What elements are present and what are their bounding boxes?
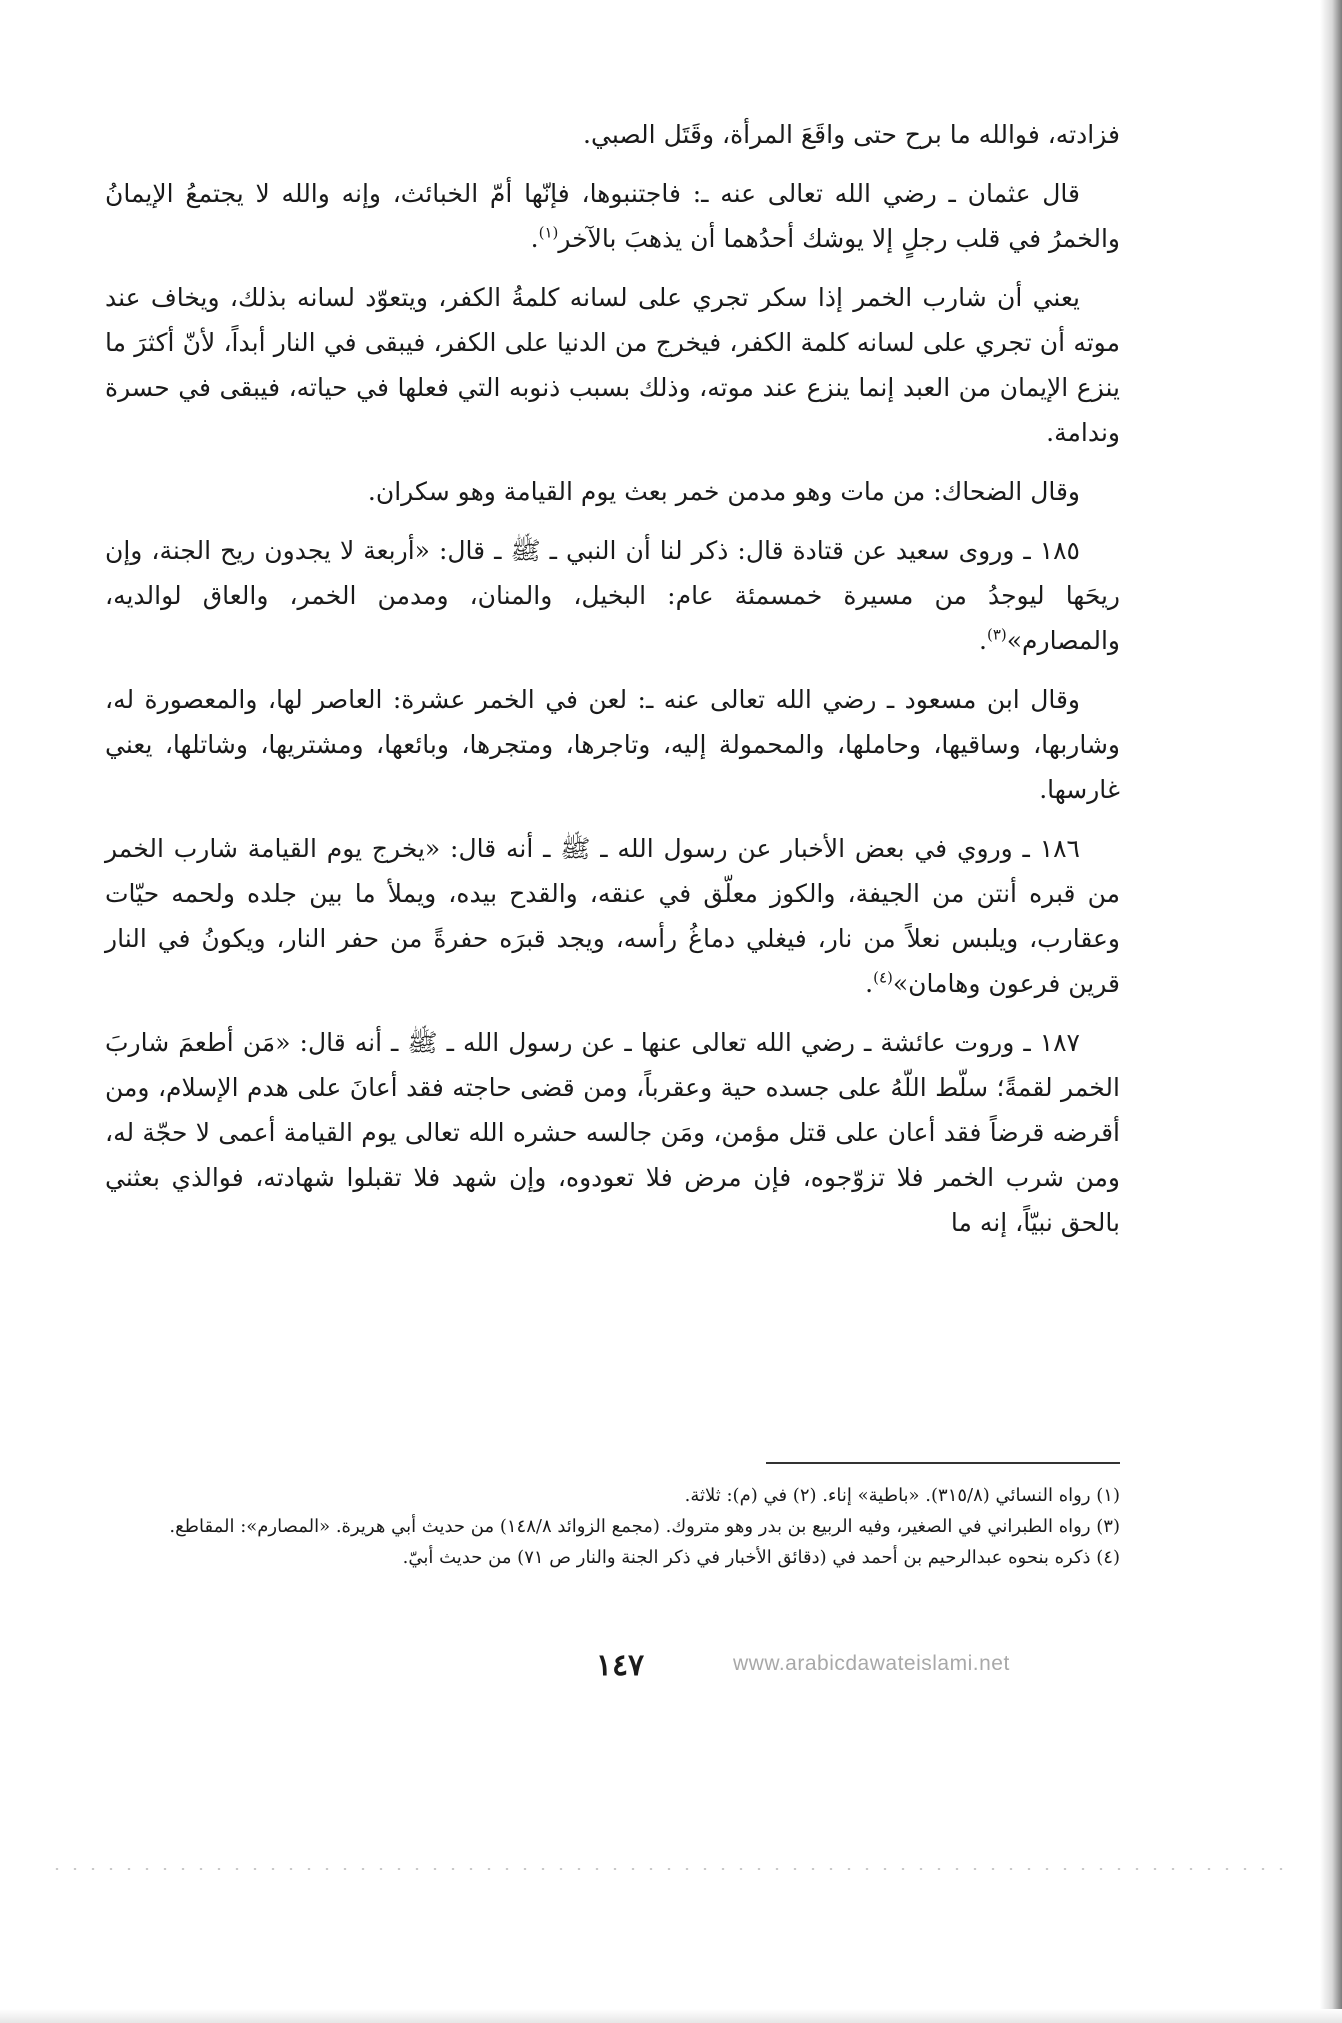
paragraph-3-text: يعني أن شارب الخمر إذا سكر تجري على لسانه كلمةُ الكفر، ويتعوّد لسانه بذلك، ويخاف عند موته أن تجري على لسانه كلمة الكفر، فيخرج من الدنيا على الكفر، فيبقى في النار أبداً، لأنّ أكثرَ ما ينزع الإيمان من العبد إنما ينزع عند موته، وذلك بسبب ذنوبه التي فعلها في حياته، فيبقى في حسرة وندامة. xyxy=(105,283,1120,447)
page-edge-shadow xyxy=(1320,0,1342,2023)
paragraph-7: ١٨٦ ـ وروي في بعض الأخبار عن رسول الله ـ ﷺ ـ أنه قال: «يخرج يوم القيامة شارب الخمر من قبره أنتن من الجيفة، والكوز معلّق في عنقه، والقدح بيده، ويملأ ما بين جلده ولحمه حيّات وعقارب، ويلبس نعلاً من نار، فيغلي دماغُ رأسه، ويجد قبرَه حفرةً من حفر النار، ويكونُ في النار قرين فرعون وهامان»$^{(٤)}$. xyxy=(105,834,1120,998)
footnote-ref-4: (٤) xyxy=(873,968,893,987)
page-number: ١٤٧ xyxy=(595,1648,645,1683)
footnote-3: (٣) رواه الطبراني في الصغير، وفيه الربيع بن بدر وهو متروك. (مجمع الزوائد ١٤٨/٨) من حديث أبي هريرة. «المصارم»: المقاطع. xyxy=(169,1516,1120,1537)
paragraph-5-text: ١٨٥ ـ وروى سعيد عن قتادة قال: ذكر لنا أن النبي ـ ﷺ ـ قال: «أربعة لا يجدون ريح الجنة، وإن ريحَها ليوجدُ من مسيرة خمسمئة عام: البخيل، والمنان، ومدمن الخمر، والعاق لوالديه، والمصارم» xyxy=(105,536,1120,655)
paragraph-4-text: وقال الضحاك: من مات وهو مدمن خمر بعث يوم القيامة وهو سكران. xyxy=(367,477,1080,506)
page-bottom-shadow xyxy=(0,2009,1342,2023)
paragraph-2: قال عثمان ـ رضي الله تعالى عنه ـ: فاجتنبوها، فإنّها أمّ الخبائث، وإنه والله لا يجتمعُ الإيمانُ والخمرُ في قلب رجلٍ إلا يوشك أحدُهما أن يذهبَ بالآخر$^{(١)}$. xyxy=(105,179,1120,253)
footnote-ref-3: (٣) xyxy=(986,625,1007,644)
footnote-ref-1: (١) xyxy=(538,223,559,242)
paragraph-3 xyxy=(105,275,1120,455)
paragraph-7-text: ١٨٦ ـ وروي في بعض الأخبار عن رسول الله ـ ﷺ ـ أنه قال: «يخرج يوم القيامة شارب الخمر من قبره أنتن من الجيفة، والكوز معلّق في عنقه، والقدح بيده، ويملأ ما بين جلده ولحمه حيّات وعقارب، ويلبس نعلاً من نار، فيغلي دماغُ رأسه، ويجد قبرَه حفرةً من حفر النار، ويكونُ في النار قرين فرعون وهامان» xyxy=(105,834,1120,998)
paragraph-6 xyxy=(105,677,1120,812)
paragraph-1-text: فزادته، فوالله ما برح حتى واقَعَ المرأة، وقَتَل الصبي. xyxy=(583,120,1120,149)
paragraph-8 xyxy=(105,1020,1120,1245)
page-body xyxy=(105,112,1120,1259)
footnote-divider xyxy=(766,1462,1120,1464)
footnote-1: (١) رواه النسائي (٣١٥/٨). «باطية» إناء. (٢) في (م): ثلاثة. xyxy=(684,1485,1120,1506)
paragraph-6-text: وقال ابن مسعود ـ رضي الله تعالى عنه ـ: لعن في الخمر عشرة: العاصر لها، والمعصورة له، وشاربها، وساقيها، وحاملها، والمحمولة إليه، وتاجرها، ومتجرها، وبائعها، ومشتريها، وشاتلها، يعني غارسها. xyxy=(105,685,1120,804)
paragraph-2-text: قال عثمان ـ رضي الله تعالى عنه ـ: فاجتنبوها، فإنّها أمّ الخبائث، وإنه والله لا يجتمعُ الإيمانُ والخمرُ في قلب رجلٍ إلا يوشك أحدُهما أن يذهبَ بالآخر xyxy=(105,179,1120,253)
footnote-4: (٤) ذكره بنحوه عبدالرحيم بن أحمد في (دقائق الأخبار في ذكر الجنة والنار ص ٧١) من حديث أبيّ. xyxy=(402,1547,1120,1568)
paragraph-4 xyxy=(105,469,1120,514)
footnotes xyxy=(105,1480,1120,1573)
paragraph-1 xyxy=(105,112,1120,157)
watermark: www.arabicdawateislami.net xyxy=(733,1652,1010,1675)
paragraph-5: ١٨٥ ـ وروى سعيد عن قتادة قال: ذكر لنا أن النبي ـ ﷺ ـ قال: «أربعة لا يجدون ريح الجنة، وإن ريحَها ليوجدُ من مسيرة خمسمئة عام: البخيل، والمنان، ومدمن الخمر، والعاق لوالديه، والمصارم»$^{(٣)}$. xyxy=(105,536,1120,655)
paragraph-8-text: ١٨٧ ـ وروت عائشة ـ رضي الله تعالى عنها ـ عن رسول الله ـ ﷺ ـ أنه قال: «مَن أطعمَ شاربَ الخمر لقمةً؛ سلّط اللّهُ على جسده حية وعقرباً، ومن قضى حاجته فقد أعانَ على هدم الإسلام، ومن أقرضه قرضاً فقد أعان على قتل مؤمن، ومَن جالسه حشره الله تعالى يوم القيامة أعمى لا حجّة له، ومن شرب الخمر فلا تزوّجوه، فإن مرض فلا تعودوه، وإن شهد فلا تقبلوا شهادته، فوالذي بعثني بالحق نبيّاً، إنه ما xyxy=(105,1028,1120,1237)
scan-artifact-dots xyxy=(48,1868,1288,1870)
